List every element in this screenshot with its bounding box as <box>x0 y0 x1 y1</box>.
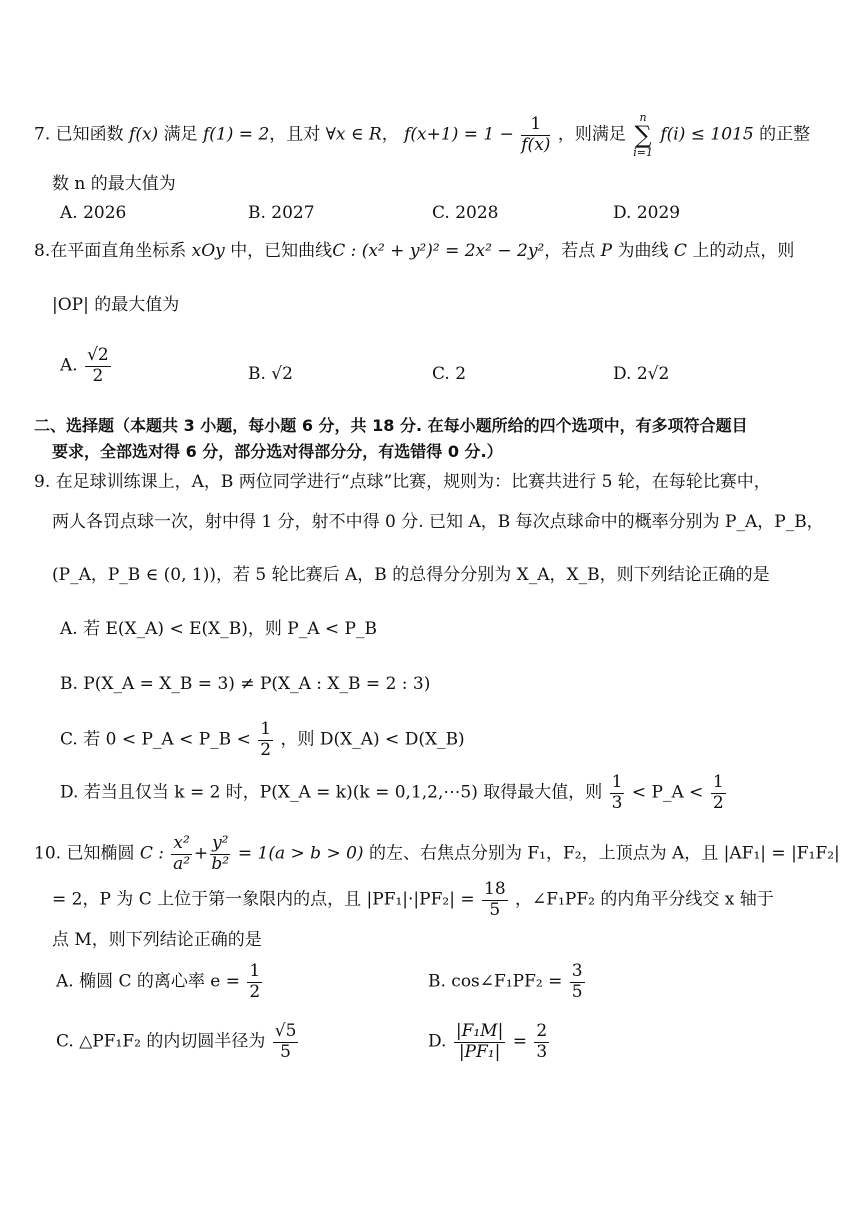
q8-stem-b: 中，已知曲线 <box>230 241 333 261</box>
q8-p: P <box>600 241 613 261</box>
q9-option-d <box>60 773 728 813</box>
q7-stem-c: ，且对 <box>269 124 321 145</box>
q8-option-b: B. √2 <box>248 364 293 384</box>
q10-option-d-frac2 <box>534 1022 549 1062</box>
q7-sum-top: n <box>639 111 647 124</box>
q10-c-label: C : <box>139 843 164 864</box>
q10-option-d-b: = <box>512 1031 527 1052</box>
q10-option-d-num: |F₁M| <box>455 1021 504 1041</box>
q7-eq-left: f(x+1) = 1 − <box>404 124 514 145</box>
q7-stem-e: ，则满足 <box>557 124 626 145</box>
q10-option-a <box>56 962 264 1002</box>
q8-option-a-frac <box>85 346 111 386</box>
q10-line3: 点 M，则下列结论正确的是 <box>52 930 262 950</box>
q8-option-a <box>60 346 113 386</box>
q10-option-b-den: 5 <box>571 981 583 1002</box>
q8-c: C <box>673 241 687 261</box>
q10-plus: + <box>193 843 209 864</box>
q9-option-d-mid: < P_A < <box>631 782 704 803</box>
q9-option-d-d2: 2 <box>712 792 724 813</box>
q10-line2b: ，∠F₁PF₂ 的内角平分线交 x 轴于 <box>515 889 774 910</box>
q7-option-a: A. 2026 <box>60 203 127 223</box>
q8-stem-d: 为曲线 <box>617 241 669 261</box>
q10-rest1: 的左、右焦点分别为 F₁，F₂，上顶点为 A，且 |AF₁| = |F₁F₂| <box>368 843 840 864</box>
q8-line1 <box>34 243 794 260</box>
q8-option-d: D. 2√2 <box>613 364 670 384</box>
q8-option-a-den: 2 <box>92 365 104 386</box>
section2-line1: 二、选择题（本题共 3 小题，每小题 6 分，共 18 分. 在每小题所给的四个选项中，有多项符合题目 <box>34 416 748 435</box>
q7-fx: f(x) <box>129 124 159 145</box>
q8-stem-a: 在平面直角坐标系 <box>50 241 187 261</box>
q10-a2: a² <box>173 853 191 874</box>
q7-sum-body: f(i) ≤ 1015 <box>660 124 754 145</box>
q10-line2a: = 2，P 为 C 上位于第一象限内的点，且 |PF₁|·|PF₂| = <box>52 889 475 910</box>
q7-eq-den: f(x) <box>521 134 551 155</box>
q9-option-d-n1: 1 <box>611 772 623 792</box>
q10-option-b-a: B. cos∠F₁PF₂ = <box>428 971 563 992</box>
q7-option-d: D. 2029 <box>613 203 681 223</box>
q9-option-c-num: 1 <box>260 719 272 739</box>
q10-line2 <box>52 880 774 920</box>
q7-stem-f: 的正整 <box>759 124 811 145</box>
q10-option-a-num: 1 <box>249 961 261 981</box>
q7-line2: 数 n 的最大值为 <box>52 174 176 194</box>
q10-line2-frac <box>482 880 508 920</box>
q10-y2: y² <box>212 833 229 853</box>
q9-option-c-a: C. 若 0 < P_A < P_B < <box>60 729 251 750</box>
q10-option-c-frac <box>273 1022 299 1062</box>
q7-line1 <box>34 112 810 158</box>
q10-option-d-num2: 2 <box>536 1021 548 1041</box>
q10-option-d-den: |PF₁| <box>458 1041 501 1062</box>
q10-option-d <box>428 1022 551 1062</box>
q10-b2: b² <box>211 853 230 874</box>
q8-xoy: xOy <box>191 241 225 261</box>
q9-option-d-d1: 3 <box>611 792 623 813</box>
q10-line2-num: 18 <box>484 879 506 899</box>
q10-num: 10. 已知椭圆 <box>34 843 135 864</box>
q7-stem-d: ， <box>381 124 399 145</box>
q8-curve: C : (x² + y²)² = 2x² − 2y² <box>332 241 545 261</box>
q10-cond: = 1(a > b > 0) <box>237 843 364 864</box>
q8-option-a-label: A. <box>60 355 78 376</box>
q9-line1: 9. 在足球训练课上，A，B 两位同学进行“点球”比赛，规则为：比赛共进行 5 轮，在每轮比赛中， <box>34 472 771 492</box>
q10-option-b <box>428 962 587 1002</box>
q10-option-d-frac <box>454 1022 505 1062</box>
q9-option-b: B. P(X_A = X_B = 3) ≠ P(X_A : X_B = 2 : 3) <box>60 674 431 694</box>
q9-option-d-n2: 1 <box>712 772 724 792</box>
q10-frac-x <box>171 834 191 874</box>
q8-line2: |OP| 的最大值为 <box>52 295 180 315</box>
q7-stem-b: 满足 <box>163 124 198 145</box>
q8-number: 8. <box>34 241 51 261</box>
q7-eq-num: 1 <box>521 115 550 136</box>
q8-stem-c: ，若点 <box>544 241 596 261</box>
q9-line3: (P_A，P_B ∈ (0, 1))，若 5 轮比赛后 A，B 的总得分分别为 X_A，X_B，则下列结论正确的是 <box>52 565 770 585</box>
q10-x2: x² <box>173 833 190 853</box>
q9-option-c <box>60 720 465 760</box>
q10-option-c-a: C. △PF₁F₂ 的内切圆半径为 <box>56 1031 266 1052</box>
q7-option-c: C. 2028 <box>432 203 499 223</box>
q10-frac-y <box>210 834 230 874</box>
q9-option-d-a: D. 若当且仅当 k = 2 时，P(X_A = k)(k = 0,1,2,⋯5) 取得最大值，则 <box>60 782 603 803</box>
q10-option-b-num: 3 <box>571 961 583 981</box>
q8-stem-e: 上的动点，则 <box>692 241 795 261</box>
q10-option-d-a: D. <box>428 1031 447 1052</box>
q9-line2: 两人各罚点球一次，射中得 1 分，射不中得 0 分. 已知 A，B 每次点球命中的概率分别为 P_A，P_B， <box>52 512 824 532</box>
q10-line1 <box>34 834 840 874</box>
q9-option-c-frac <box>258 720 273 760</box>
q10-option-c-num: √5 <box>274 1021 297 1041</box>
q7-sum-bot: i=1 <box>633 146 653 159</box>
q8-option-c: C. 2 <box>432 364 467 384</box>
q10-option-a-frac <box>247 962 262 1002</box>
q9-option-a: A. 若 E(X_A) < E(X_B)，则 P_A < P_B <box>60 619 377 639</box>
q9-option-c-den: 2 <box>260 739 272 760</box>
q10-option-a-den: 2 <box>249 981 261 1002</box>
q9-option-c-b: ，则 D(X_A) < D(X_B) <box>280 729 465 750</box>
q10-option-c-den: 5 <box>280 1041 291 1062</box>
section2-line2: 要求，全部选对得 6 分，部分选对得部分分，有选错得 0 分.） <box>52 442 503 461</box>
q7-forall: ∀x ∈ R <box>325 124 382 145</box>
q10-option-b-frac <box>570 962 585 1002</box>
q9-option-d-frac1 <box>610 773 625 813</box>
q10-option-d-den2: 3 <box>536 1041 548 1062</box>
q9-option-d-frac2 <box>711 773 726 813</box>
q7-stem-a: 已知函数 <box>55 124 124 145</box>
q10-option-c <box>56 1022 300 1062</box>
q7-fraction <box>521 115 550 155</box>
q7-option-b: B. 2027 <box>248 203 315 223</box>
q10-line2-den: 5 <box>489 899 501 920</box>
q8-option-a-num: √2 <box>87 345 109 365</box>
q7-cond1: f(1) = 2 <box>203 124 270 145</box>
q7-sum <box>633 112 653 158</box>
q7-sum-sym: ∑ <box>634 121 652 149</box>
q10-option-a-a: A. 椭圆 C 的离心率 e = <box>56 971 241 992</box>
q7-number: 7. <box>34 124 51 145</box>
